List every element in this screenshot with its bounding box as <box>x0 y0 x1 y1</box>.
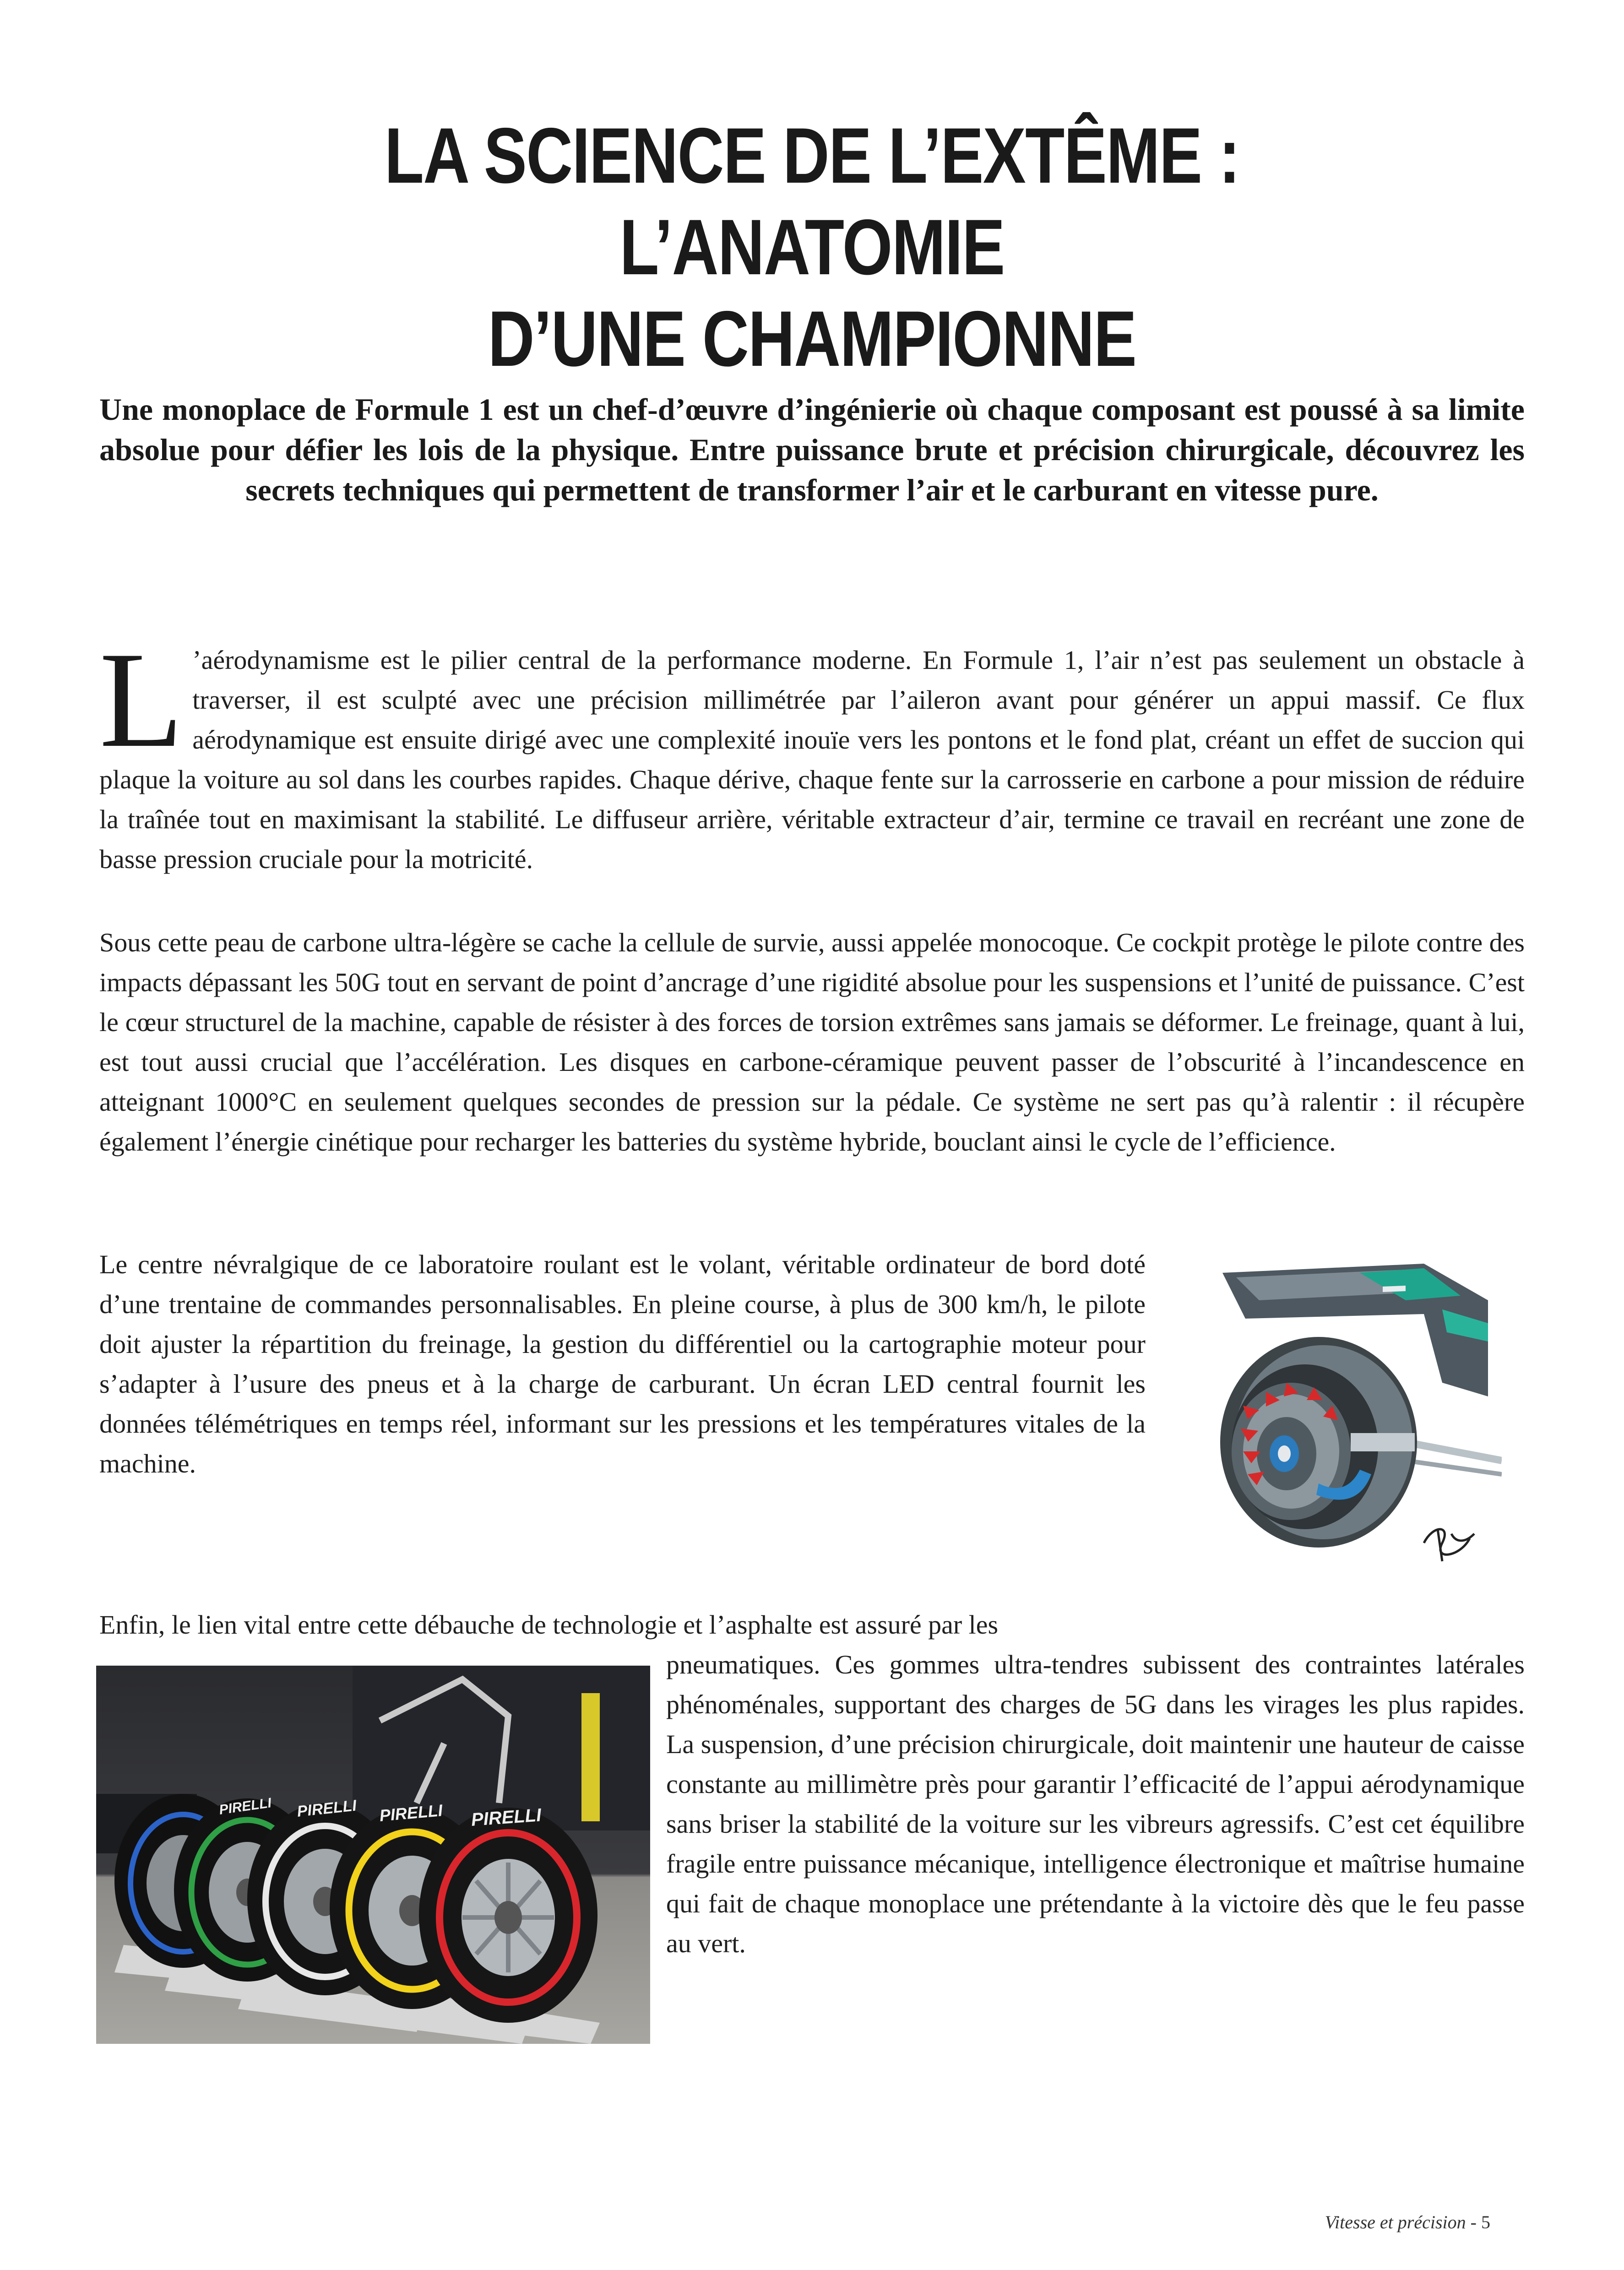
paragraph-tyres: pneumatiques. Ces gommes ultra-tendres subissent des contraintes latérales phénoménales, supportant des charges de 5G dans les virages les plus rapides. La suspension, d’une précision chirurgicale, doit maintenir une hauteur de caisse constante au millimètre près pour garantir l’efficacité de l’appui aérodynamique sans briser la stabilité de la voiture sur les vibreurs agressifs. C’est cet équilibre fragile entre puissance mécanique, intelligence électronique et maîtrise humaine qui fait de chaque monoplace une prétendante à la victoire dès que le feu passe au vert. <box>666 1650 1525 1958</box>
paragraph-steering-wheel: Le centre névralgique de ce laboratoire roulant est le volant, véritable ordinateur de bord doté d’une trentaine de commandes personnalisables. En pleine course, à plus de 300 km/h, le pilote doit ajuster la répartition du freinage, la gestion du différentiel ou la cartographie moteur pour s’adapter à l’usure des pneus et à la charge de carburant. Un écran LED central fournit les données télémétriques en temps réel, informant sur les pressions et les températures vitales de la machine. <box>99 1249 1146 1478</box>
paragraph-aerodynamics-text: ’aérodynamisme est le pilier central de la performance moderne. En Formule 1, l’air n’est pas seulement un obstacle à traverser, il est sculpté avec une précision millimétrée par l’aileron avant pour générer un appui massif. Ce flux aérodynamique est ensuite dirigé avec une complexité inouïe vers les pontons et le fond plat, créant un effet de succion qui plaque la voiture au sol dans les courbes rapides. Chaque dérive, chaque fente sur la carrosserie en carbone a pour mission de réduire la traînée tout en maximisant la stabilité. Le diffuseur arrière, véritable extracteur d’air, termine ce travail en recréant une zone de basse pression cruciale pour la motricité. <box>99 645 1525 874</box>
pirelli-tyres-photo <box>96 1666 650 2044</box>
paragraph-aerodynamics <box>99 624 1525 879</box>
brake-assembly-illustration <box>1168 1245 1502 1589</box>
tyre-brand-label: PIRELLI <box>218 1795 272 1818</box>
paragraph-monocoque: Sous cette peau de carbone ultra-légère se cache la cellule de survie, aussi appelée monocoque. Ce cockpit protège le pilote contre des impacts dépassant les 50G tout en servant de point d’ancrage d’une rigidité absolue pour les suspensions et l’unité de puissance. C’est le cœur structurel de la machine, capable de résister à des forces de torsion extrêmes sans jamais se déformer. Le freinage, quant à lui, est tout aussi crucial que l’accélération. Les disques en carbone-céramique peuvent passer de l’obscurité à l’incandescence en atteignant 1000°C en seulement quelques secondes de pression sur la pédale. Ce système ne sert pas qu’à ralentir : il récupère également l’énergie cinétique pour recharger les batteries du système hybride, bouclant ainsi le cycle de l’efficience. <box>99 928 1525 1157</box>
tyre-brand-label: PIRELLI <box>296 1797 358 1820</box>
page-title <box>221 110 1403 385</box>
title-line-2: D’UNE CHAMPIONNE <box>488 295 1136 383</box>
tyre-brand-label: PIRELLI <box>470 1805 542 1830</box>
tyre-brand-label: PIRELLI <box>379 1801 444 1825</box>
title-line-1: LA SCIENCE DE L’EXTÊME : L’ANATOMIE <box>384 112 1240 291</box>
paragraph-tyres-intro: Enfin, le lien vital entre cette débauche de technologie et l’asphalte est assuré par les <box>99 1610 999 1640</box>
footer-label: Vitesse et précision <box>1325 2212 1466 2232</box>
lead-paragraph: Une monoplace de Formule 1 est un chef-d’œuvre d’ingénierie où chaque composant est poussé à sa limite absolue pour défier les lois de la physique. Entre puissance brute et précision chirurgicale, découvrez les secrets techniques qui permettent de transformer l’air et le carburant en vitesse pure. <box>99 392 1525 507</box>
page-footer <box>1190 2211 1490 2233</box>
drop-cap: L <box>99 624 184 776</box>
page-number: 5 <box>1481 2212 1490 2232</box>
footer-separator: - <box>1466 2212 1481 2232</box>
